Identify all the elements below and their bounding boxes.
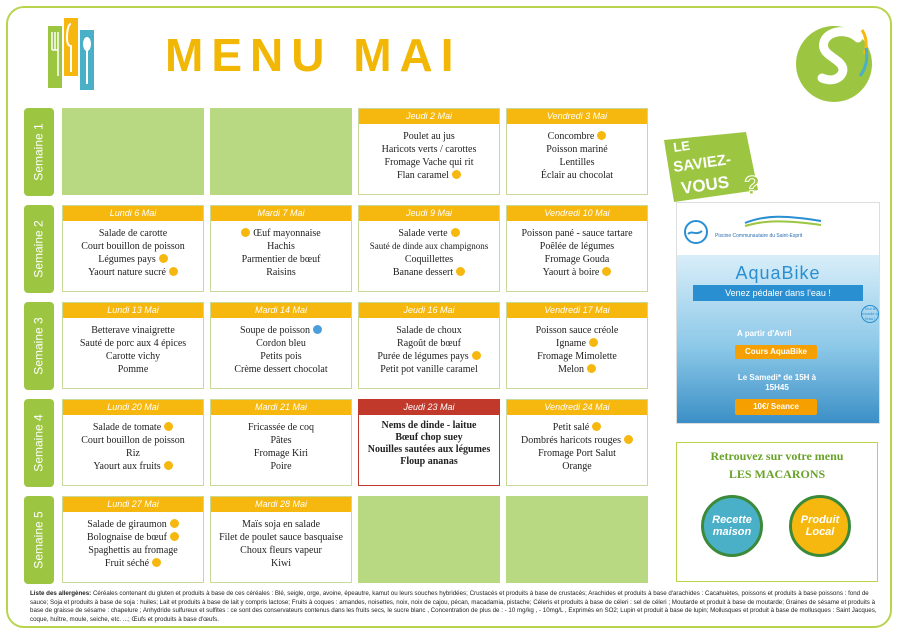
pool-logo-icon [683, 219, 709, 245]
macaron-icon [164, 461, 173, 470]
week-label-2: Semaine 2 [24, 205, 54, 293]
menu-item: Nouilles sautées aux légumes [367, 444, 491, 455]
week-label-1: Semaine 1 [24, 108, 54, 196]
menu-item: Poisson sauce créole [535, 325, 619, 336]
menu-item: Bolognaise de bœuf [87, 532, 167, 543]
macaron-icon [592, 422, 601, 431]
day-header: Vendredi 24 Mai [507, 400, 647, 415]
day-cell-w2-lun [62, 205, 204, 292]
menu-item: Carotte vichy [105, 351, 161, 362]
day-cell-w2-jeu [358, 205, 500, 292]
macaron-icon [472, 351, 481, 360]
day-header: Vendredi 17 Mai [507, 303, 647, 318]
menu-item: Sauté de porc aux 4 épices [79, 338, 187, 349]
menu-item: Éclair au chocolat [540, 170, 614, 181]
macaron-icon [241, 228, 250, 237]
day-cell-empty [62, 108, 204, 195]
menu-item: Kiwi [271, 558, 291, 569]
menu-item: Coquillettes [404, 254, 454, 265]
aquabike-subtitle: Venez pédaler dans l'eau ! [693, 285, 863, 301]
day-cell-w2-ven [506, 205, 648, 292]
menu-item: Pâtes [270, 435, 292, 446]
day-header: Vendredi 3 Mai [507, 109, 647, 124]
day-header: Jeudi 23 Mai [359, 400, 499, 415]
day-header: Jeudi 9 Mai [359, 206, 499, 221]
wave-logo-icon [743, 215, 823, 227]
macaron-icon [456, 267, 465, 276]
menu-item: Poisson pané - sauce tartare [521, 228, 633, 239]
price-pill: 10€/ Seance [735, 399, 817, 415]
day-cell-empty [210, 108, 352, 195]
schedule-text: Le Samedi* de 15H à 15H45 [737, 373, 817, 392]
day-header: Jeudi 2 Mai [359, 109, 499, 124]
day-cell-w3-lun [62, 302, 204, 389]
menu-item: Fromage Vache qui rit [384, 157, 474, 168]
svg-text:LE: LE [672, 137, 691, 155]
produit-local-badge: Produit Local [789, 495, 851, 557]
macaron-icon [152, 558, 161, 567]
day-cell-w3-mar [210, 302, 352, 389]
svg-text:VOUS: VOUS [679, 172, 731, 198]
menu-item: Fromage Gouda [544, 254, 610, 265]
menu-item: Flan caramel [397, 170, 449, 181]
menu-item: Parmentier de bœuf [241, 254, 321, 265]
menu-item: Petits pois [260, 351, 302, 362]
recette-maison-badge: Recette maison [701, 495, 763, 557]
menu-item: Bœuf chop suey [395, 432, 463, 443]
menu-item: Yaourt aux fruits [93, 461, 161, 472]
brand-logo [790, 18, 878, 106]
macaron-icon [170, 519, 179, 528]
menu-item: Poisson mariné [546, 144, 608, 155]
menu-item: Salade de choux [396, 325, 462, 336]
macaron-icon [589, 338, 598, 347]
day-cell-w4-mar [210, 399, 352, 486]
menu-item: Igname [556, 338, 586, 349]
menu-item: Sauté de dinde aux champignons [369, 241, 489, 251]
menu-item: Melon [557, 364, 585, 375]
svg-text:SAVIEZ-: SAVIEZ- [672, 151, 733, 176]
menu-item: Œuf mayonnaise [253, 228, 321, 239]
week-label-5: Semaine 5 [24, 496, 54, 584]
menu-item: Salade de giraumon [87, 519, 167, 530]
day-header: Lundi 13 Mai [63, 303, 203, 318]
macaron-icon [597, 131, 606, 140]
macaron-icon [624, 435, 633, 444]
macarons-subtitle: LES MACARONS [728, 467, 826, 481]
macaron-icon [164, 422, 173, 431]
cutlery-icon [46, 18, 102, 90]
macaron-icon [452, 170, 461, 179]
saviez-vous-badge [660, 130, 782, 208]
menu-item: Fromage Mimolette [537, 351, 617, 362]
week-label-3: Semaine 3 [24, 302, 54, 390]
macaron-icon [451, 228, 460, 237]
menu-item: Lentilles [559, 157, 595, 168]
page-title: MENU MAI [165, 29, 462, 81]
promo-badge: Tout le monde à l'eau ! [862, 306, 878, 321]
menu-item: Fruit séché [104, 558, 150, 569]
aquabike-title: AquaBike [735, 263, 821, 283]
menu-item: Spaghettis au fromage [88, 545, 178, 556]
menu-item: Cordon bleu [256, 338, 306, 349]
menu-item: Salade verte [398, 228, 448, 239]
day-header: Jeudi 16 Mai [359, 303, 499, 318]
day-cell-w4-jeu [358, 399, 500, 486]
macaron-icon [169, 267, 178, 276]
day-cell-empty [358, 496, 500, 583]
macarons-title: Retrouvez sur votre menu [710, 449, 844, 463]
menu-item: Riz [126, 448, 140, 459]
menu-item: Court bouillon de poisson [81, 241, 185, 252]
week-label-4: Semaine 4 [24, 399, 54, 487]
menu-item: Nems de dinde - laitue [381, 420, 477, 431]
day-cell-w3-jeu [358, 302, 500, 389]
menu-item: Petit pot vanille caramel [380, 364, 478, 375]
local-product-icon [313, 325, 322, 334]
menu-item: Poulet au jus [403, 131, 455, 142]
allergen-list: Liste des allergènes: Céréales contenant du gluten et produits à base de ces céréales : Blé, seigle, orge, avoine, épeautre, kamut ou leurs souches hybridées; Crustacés et produits à base de crustacés; Arachides et produits à base d'arachides : Cacahuètes, poissons et produits à base poissons : fond de sauce; Soja et produits à base de soja : huiles; Lait et produits à base de lait y compris lactose; Fruits à coques : amandes, noisettes, noix, noix de cajou, pécan, macadamia, pistache; Céleris et produits à base de céleri : sel de céleri ; Moutarde et produit à base de moutarde; Graines de sésame et produits à base de graisse de sésame : chapelure ; Anhydride sulfureux et sulfites : ce sont des conservateurs contenus dans les fruits secs, le sucre blanc , Concentration de plus de : - 10 mg/kg , - 10mg/L , Exprimés en SO2; Lupin et produit à base de lupin; Mollusques et produit à base de mollusques : Saint Jacques, coque, huître, moule, seiche, etc. ...; Œufs et produits à base d'œufs. [30, 590, 877, 623]
menu-item: Yaourt nature sucré [88, 267, 166, 278]
day-header: Mardi 7 Mai [211, 206, 351, 221]
menu-item: Floup ananas [400, 456, 458, 467]
macaron-icon [587, 364, 596, 373]
menu-item: Crème dessert chocolat [234, 364, 328, 375]
day-cell-empty [506, 496, 648, 583]
menu-item: Purée de légumes pays [377, 351, 469, 362]
macaron-icon [602, 267, 611, 276]
day-cell-w5-lun [62, 496, 204, 583]
menu-item: Choux fleurs vapeur [240, 545, 322, 556]
menu-item: Salade de carotte [98, 228, 168, 239]
menu-item: Raisins [266, 267, 296, 278]
menu-item: Poêlée de légumes [539, 241, 615, 252]
macaron-icon [170, 532, 179, 541]
menu-item: Yaourt à boire [542, 267, 600, 278]
menu-item: Maïs soja en salade [241, 519, 321, 530]
menu-item: Pomme [117, 364, 149, 375]
day-header: Mardi 28 Mai [211, 497, 351, 512]
day-header: Mardi 14 Mai [211, 303, 351, 318]
menu-item: Hachis [267, 241, 295, 252]
day-cell-w1-jeu [358, 108, 500, 195]
menu-item: Petit salé [552, 422, 590, 433]
menu-item: Filet de poulet sauce basquaise [219, 532, 343, 543]
macarons-panel [676, 442, 878, 582]
day-header: Lundi 20 Mai [63, 400, 203, 415]
menu-item: Orange [562, 461, 592, 472]
day-cell-w2-mar [210, 205, 352, 292]
menu-item: Dombrés haricots rouges [521, 435, 621, 446]
day-header: Mardi 21 Mai [211, 400, 351, 415]
aquabike-ad [676, 202, 880, 424]
day-cell-w1-ven [506, 108, 648, 195]
menu-item: Fromage Kiri [253, 448, 309, 459]
day-header: Lundi 27 Mai [63, 497, 203, 512]
day-cell-w4-ven [506, 399, 648, 486]
menu-item: Fricassée de coq [247, 422, 315, 433]
day-header: Lundi 6 Mai [63, 206, 203, 221]
menu-item: Banane dessert [392, 267, 454, 278]
menu-item: Ragoût de bœuf [397, 338, 461, 349]
macaron-icon [159, 254, 168, 263]
menu-item: Concombre [547, 131, 595, 142]
menu-item: Salade de tomate [92, 422, 162, 433]
menu-item: Fromage Port Salut [538, 448, 616, 459]
course-pill: Cours AquaBike [735, 345, 817, 359]
day-header: Vendredi 10 Mai [507, 206, 647, 221]
svg-text:?: ? [744, 170, 760, 200]
pool-brand: Piscine Communautaire du Saint-Esprit [715, 233, 803, 239]
menu-item: Betterave vinaigrette [91, 325, 175, 336]
menu-item: Haricots verts / carottes [381, 144, 477, 155]
day-cell-w3-ven [506, 302, 648, 389]
menu-item: Légumes pays [98, 254, 156, 265]
day-cell-w4-lun [62, 399, 204, 486]
day-cell-w5-mar [210, 496, 352, 583]
menu-item: Soupe de poisson [240, 325, 310, 336]
start-date-text: A partir d'Avril [737, 329, 792, 338]
menu-item: Court bouillon de poisson [81, 435, 185, 446]
menu-item: Poire [270, 461, 292, 472]
